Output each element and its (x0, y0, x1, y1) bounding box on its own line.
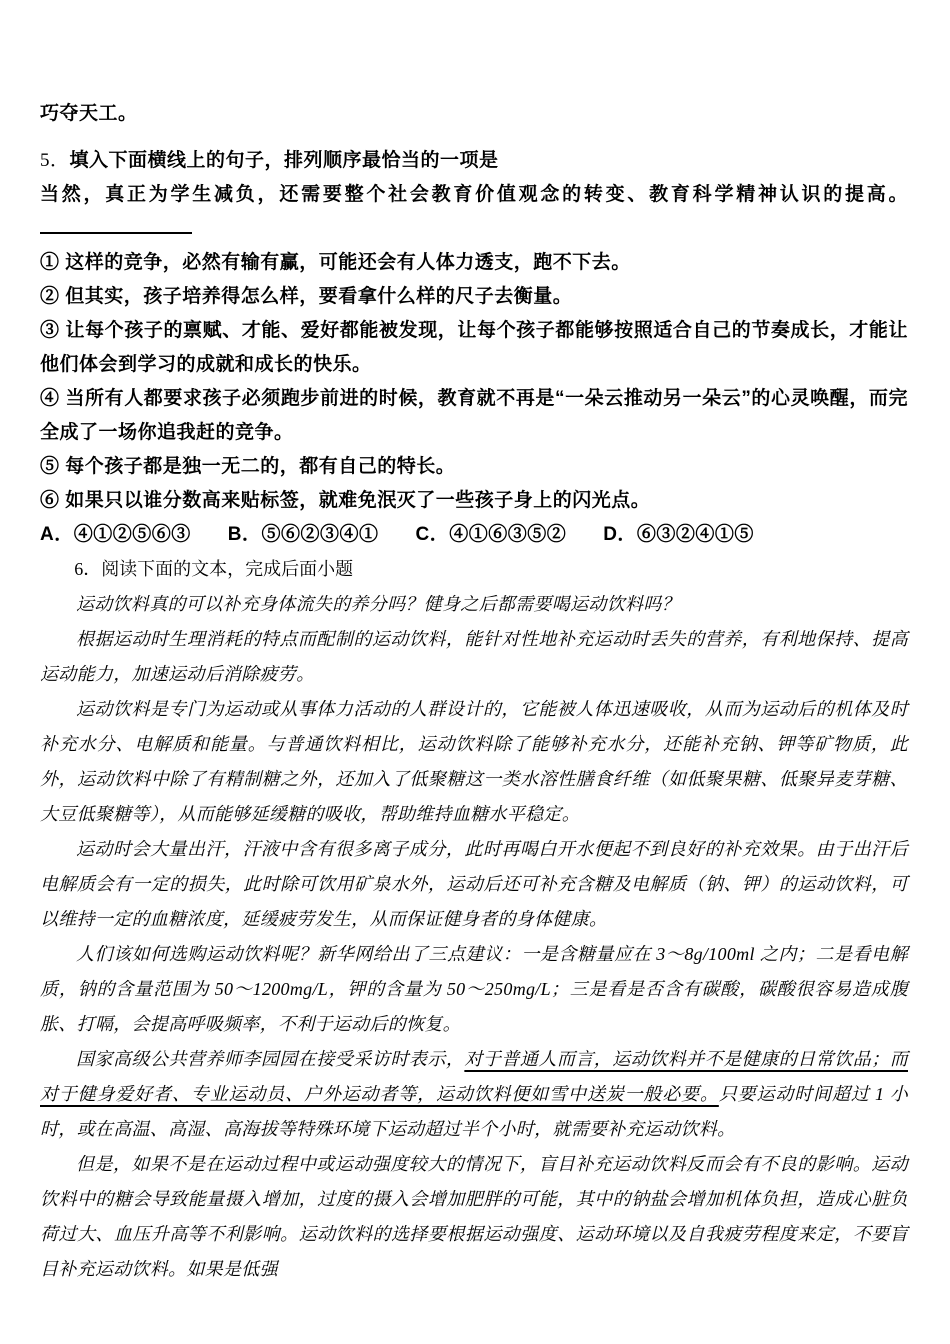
question5-sentence-list (40, 246, 908, 518)
q5-sentence-3: ③ 让每个孩子的禀赋、才能、爱好都能被发现，让每个孩子都能够按照适合自己的节奏成长，才能让他们体会到学习的成就和成长的快乐。 (40, 320, 908, 375)
text-segment: 运动饮料是专门为运动或从事体力活动的人群设计的，它能被人体迅速吸收，从而为运动后的机体及时补充水分、电解质和能量。与普通饮料相比，运动饮料除了能够补充水分，还能补充钠、钾等矿物质，此外，运动饮料中除了有精制糖之外，还加入了低聚糖这一类水溶性膳食纤维（如低聚果糖、低聚异麦芽糖、大豆低聚糖等），从而能够延缓糖的吸收，帮助维持血糖水平稳定。 (40, 699, 908, 824)
text-segment: 但是，如果不是在运动过程中或运动强度较大的情况下，盲目补充运动饮料反而会有不良的影响。运动饮料中的糖会导致能量摄入增加，过度的摄入会增加肥胖的可能，其中的钠盐会增加机体负担，造成心脏负荷过大、血压升高等不利影响。运动饮料的选择要根据运动强度、运动环境以及自我疲劳程度来定，不要盲目补充运动饮料。如果是低强 (40, 1154, 908, 1279)
lead-sentence-text: 当然，真正为学生减负，还需要整个社会教育价值观念的转变、教育科学精神认识的提高。 (40, 184, 908, 205)
previous-answer-tail-text: 巧夺天工。 (40, 103, 138, 124)
question5-lead-sentence (40, 178, 908, 246)
question5-prompt-text: 填入下面横线上的句子，排列顺序最恰当的一项是 (69, 150, 499, 171)
question5-block (40, 97, 908, 552)
question5-title (40, 144, 908, 178)
question6-title (40, 552, 908, 587)
q6-paragraph-3 (40, 692, 908, 832)
question5-number: 5． (40, 150, 70, 171)
q6-paragraph-1 (40, 587, 908, 622)
q5-option-A: A．④①②⑤⑥③ (40, 524, 191, 545)
text-segment: 根据运动时生理消耗的特点而配制的运动饮料，能针对性地补充运动时丢失的营养，有利地保持、提高运动能力，加速运动后消除疲劳。 (40, 629, 908, 684)
text-segment: 国家高级公共营养师李园园在接受采访时表示， (76, 1049, 465, 1069)
text-segment: 只要运动时间超过 1 小时，或在高温、高湿、高海拔等特殊环境下运动超过半个小时，就需要补充运动饮料。 (40, 1084, 908, 1139)
q6-paragraph-2 (40, 622, 908, 692)
question5-options-row (40, 518, 908, 552)
question6-prompt-text: 阅读下面的文本，完成后面小题 (101, 559, 354, 579)
text-segment: 运动饮料真的可以补充身体流失的养分吗？健身之后都需要喝运动饮料吗？ (76, 594, 680, 614)
q5-option-B: B．⑤⑥②③④① (227, 524, 379, 545)
q5-sentence-4: ④ 当所有人都要求孩子必须跑步前进的时候，教育就不再是“一朵云推动另一朵云”的心灵唤醒，而完全成了一场你追我赶的竞争。 (40, 388, 908, 443)
q5-sentence-2: ② 但其实，孩子培养得怎么样，要看拿什么样的尺子去衡量。 (40, 286, 573, 307)
q5-option-D: D．⑥③②④①⑤ (603, 524, 754, 545)
q5-sentence-5: ⑤ 每个孩子都是独一无二的，都有自己的特长。 (40, 456, 456, 477)
text-segment: 运动时会大量出汗，汗液中含有很多离子成分，此时再喝白开水便起不到良好的补充效果。由于出汗后电解质会有一定的损失，此时除可饮用矿泉水外，运动后还可补充含糖及电解质（钠、钾）的运动饮料，可以维持一定的血糖浓度，延缓疲劳发生，从而保证健身者的身体健康。 (40, 839, 908, 929)
q6-paragraph-4 (40, 832, 908, 937)
fill-in-blank-line (40, 227, 192, 234)
q5-option-C: C．④①⑥③⑤② (415, 524, 567, 545)
text-segment: 人们该如何选购运动饮料呢？新华网给出了三点建议：一是含糖量应在 3～8g/100ml 之内；二是看电解质，钠的含量范围为 50～1200mg/L，钾的含量为 50～250mg/L；三是看是否含有碳酸，碳酸很容易造成腹胀、打嗝，会提高呼吸频率，不利于运动后的恢复。 (40, 944, 908, 1034)
q6-paragraph-5 (40, 937, 908, 1042)
q5-sentence-6: ⑥ 如果只以谁分数高来贴标签，就难免泯灭了一些孩子身上的闪光点。 (40, 490, 651, 511)
question6-block (40, 552, 908, 1287)
q6-paragraph-7 (40, 1147, 908, 1287)
question6-passage (40, 587, 908, 1287)
q6-paragraph-6 (40, 1042, 908, 1147)
underlined-text-segment: 对于普通人而言，运动饮料并不是健康的日常饮品；而对于健身爱好者、专业运动员、户外运动者等，运动饮料便如雪中送炭一般必要。 (40, 1049, 908, 1104)
q5-sentence-1: ① 这样的竞争，必然有输有赢，可能还会有人体力透支，跑不下去。 (40, 252, 631, 273)
question6-number: 6． (74, 559, 102, 579)
